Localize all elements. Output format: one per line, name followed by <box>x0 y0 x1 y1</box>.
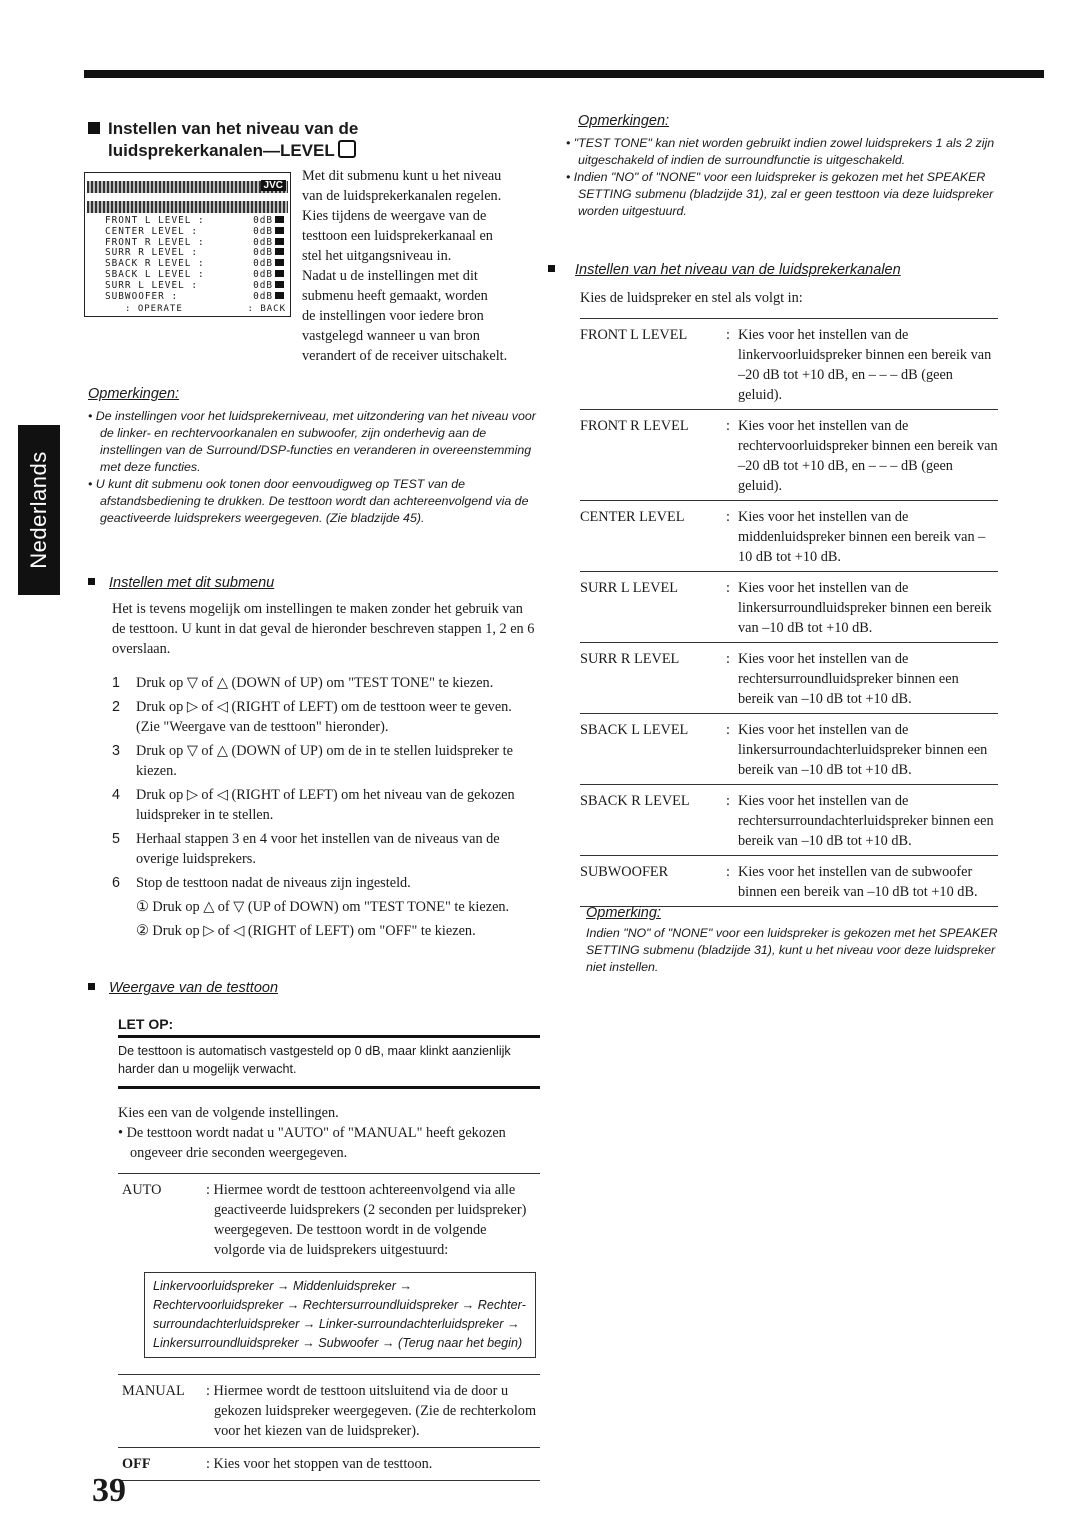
testtone-heading: Weergave van de testtoon <box>88 980 540 996</box>
step <box>112 785 538 825</box>
section-title: Instellen van het niveau van de luidsprekerkanalen—LEVEL <box>88 118 418 162</box>
square-bullet-icon <box>88 578 95 585</box>
display-row-label: SURR L LEVEL : <box>105 279 199 291</box>
channel-level-desc: Kies voor het instellen van de linkersurroundluidspreker binnen een bereik van –10 dB tot +10 dB. <box>738 580 992 636</box>
note-item: • U kunt dit submenu ook tonen door eenvoudigweg op TEST van de afstandsbediening te drukken. De testtoon wordt dan achtereenvolgend via de geactiveerde luidsprekers weergegeven. (Zie bladzijde 45). <box>88 477 529 525</box>
channel-level-desc: Kies voor het instellen van de rechtersurroundachterluidspreker binnen een bereik van –10 dB tot +10 dB. <box>738 793 994 849</box>
step-number: 2 <box>112 699 120 715</box>
channel-level-entry <box>580 791 998 851</box>
channel-level-row <box>580 714 998 785</box>
step-number: 6 <box>112 875 120 891</box>
auto-entry <box>122 1180 540 1260</box>
step-number: 3 <box>112 743 120 759</box>
auto-term: AUTO <box>122 1182 162 1198</box>
channel-level-term: SBACK L LEVEL <box>580 722 689 738</box>
display-row-label: CENTER LEVEL : <box>105 225 199 237</box>
off-term: OFF <box>122 1456 151 1472</box>
channel-level-term: SBACK R LEVEL <box>580 793 690 809</box>
caution-text: De testtoon is automatisch vastgesteld op 0 dB, maar klinkt aanzienlijk harder dan u mogelijk verwacht. <box>118 1044 511 1076</box>
testtone-section <box>88 980 540 1481</box>
step-text: Druk op ▽ of △ (DOWN of UP) om "TEST TONE" te kiezen. <box>136 675 494 691</box>
auto-desc: : Hiermee wordt de testtoon achtereenvolgend via alle geactiveerde luidsprekers (2 seconden per luidspreker) weergegeven. De testtoon wordt in de volgende volgorde via de luidsprekers uitgestuurd: <box>206 1182 527 1258</box>
step <box>112 829 538 869</box>
channel-level-term: SUBWOOFER <box>580 864 669 880</box>
colon: : <box>726 651 730 667</box>
right-note-single <box>586 905 998 976</box>
channels-intro: Kies de luidspreker en stel als volgt in: <box>580 290 803 306</box>
right-notes <box>566 113 996 220</box>
operate-hint: : OPERATE <box>125 304 183 315</box>
channel-level-row <box>580 410 998 501</box>
step-text: Stop de testtoon nadat de niveaus zijn ingesteld. <box>136 875 411 891</box>
substep: ② Druk op ▷ of ◁ (RIGHT of LEFT) om "OFF" te kiezen. <box>136 923 476 939</box>
display-row-label: SURR R LEVEL : <box>105 247 199 259</box>
note-item: • "TEST TONE" kan niet worden gebruikt indien zowel luidsprekers 1 als 2 zijn uitgeschakeld of indien de surroundfunctie is uitgeschakeld. <box>566 136 995 167</box>
intro-line: Nadat u de instellingen met dit <box>302 268 478 284</box>
channel-level-entry <box>580 862 998 902</box>
display-rows <box>85 213 290 302</box>
channel-level-desc: Kies voor het instellen van de rechtersurroundluidspreker binnen een bereik van –10 dB tot +10 dB. <box>738 651 959 707</box>
intro-line: submenu heeft gemaakt, worden <box>302 288 488 304</box>
display-footer <box>85 302 290 314</box>
channel-level-desc: Kies voor het instellen van de linkervoorluidspreker binnen een bereik van –20 dB tot +10 dB, en – – – dB (geen geluid). <box>738 327 992 403</box>
off-desc: : Kies voor het stoppen van de testtoon. <box>206 1456 433 1472</box>
step-number: 1 <box>112 675 120 691</box>
back-hint: : BACK <box>247 304 286 315</box>
step <box>112 741 538 781</box>
submenu-steps <box>112 673 538 941</box>
level-menu-display <box>84 172 291 317</box>
language-tab: Nederlands <box>18 425 60 595</box>
right-notes-title: Opmerkingen: <box>578 113 670 129</box>
step <box>112 873 538 893</box>
manual-entry <box>122 1381 540 1441</box>
top-rule <box>84 70 1044 78</box>
left-notes <box>88 386 538 527</box>
channel-level-row <box>580 643 998 714</box>
display-row <box>105 281 284 292</box>
left-notes-list <box>88 408 538 527</box>
right-notes-list <box>566 135 996 220</box>
off-entry <box>122 1454 540 1474</box>
colon: : <box>726 580 730 596</box>
display-row-value: 0dB <box>253 270 284 281</box>
display-row-value: 0dB <box>253 292 284 303</box>
right-note-title: Opmerking: <box>586 905 661 921</box>
manual-desc: : Hiermee wordt de testtoon uitsluitend via de door u gekozen luidspreker weergegeven. (Zie de rechterkolom voor het kiezen van de luidspreker). <box>206 1383 537 1439</box>
intro-line: van de luidsprekerkanalen regelen. <box>302 188 502 204</box>
display-row-label: FRONT R LEVEL : <box>105 236 205 248</box>
display-row <box>105 292 284 303</box>
intro-line: de instellingen voor iedere bron <box>302 308 484 324</box>
submenu-section <box>88 575 538 945</box>
channel-level-entry <box>580 649 998 709</box>
channel-level-row <box>580 319 998 410</box>
channel-level-entry <box>580 578 998 638</box>
display-header-bar <box>87 181 288 193</box>
speaker-sequence-box: Linkervoorluidspreker → Middenluidspreker → Rechtervoorluidspreker → Rechtersurroundluidspreker → Rechter-surroundachterluidspreker → Linker-surroundachterluidspreker → Linkersurroundluidspreker → Subwoofer → (Terug naar het begin) <box>144 1272 536 1358</box>
channel-level-entry <box>580 416 998 496</box>
channel-level-desc: Kies voor het instellen van de rechtervoorluidspreker binnen een bereik van –20 dB tot +10 dB, en – – – dB (geen geluid). <box>738 418 998 494</box>
display-row-label: SUBWOOFER : <box>105 290 179 302</box>
channel-level-row <box>580 785 998 856</box>
channel-level-entry <box>580 507 998 567</box>
channel-level-entry <box>580 720 998 780</box>
channel-level-term: FRONT R LEVEL <box>580 418 689 434</box>
step-number: 5 <box>112 831 120 847</box>
display-row-value: 0dB <box>253 248 284 259</box>
caution-box <box>118 1016 540 1089</box>
display-row-value: 0dB <box>253 281 284 292</box>
step-text: Herhaal stappen 3 en 4 voor het instellen van de niveaus van de overige luidsprekers. <box>136 831 500 867</box>
rule <box>118 1480 540 1481</box>
colon: : <box>726 418 730 434</box>
rule <box>118 1173 540 1174</box>
colon: : <box>726 509 730 525</box>
submenu-heading: Instellen met dit submenu <box>88 575 538 591</box>
step-text: Druk op ▽ of △ (DOWN of UP) om de in te stellen luidspreker te kiezen. <box>136 743 513 779</box>
channels-section <box>548 262 998 907</box>
display-row-value: 0dB <box>253 238 284 249</box>
colon: : <box>726 793 730 809</box>
channel-level-row <box>580 856 998 907</box>
right-note-text: Indien "NO" of "NONE" voor een luidspreker is gekozen met het SPEAKER SETTING submenu (bladzijde 31), kunt u het niveau voor deze luidspreker niet instellen. <box>586 926 998 974</box>
step-text: Druk op ▷ of ◁ (RIGHT of LEFT) om het niveau van de gekozen luidspreker in te stellen. <box>136 787 515 823</box>
brand-logo: JVC <box>261 180 286 191</box>
square-bullet-icon <box>548 265 555 272</box>
display-row-label: FRONT L LEVEL : <box>105 215 205 226</box>
intro-line: Kies tijdens de weergave van de <box>302 208 487 224</box>
rule <box>118 1374 540 1375</box>
display-row <box>105 227 284 238</box>
note-item: • De instellingen voor het luidsprekerniveau, met uitzondering van het niveau voor de linker- en rechtervoorkanalen en subwoofer, zijn onderhevig aan de instellingen van de Surround/DSP-functies en veranderen in overeenstemming met deze functies. <box>88 409 536 474</box>
intro-line: verandert of de receiver uitschakelt. <box>302 348 508 364</box>
channel-level-entry <box>580 325 998 405</box>
caution-title: LET OP: <box>118 1016 174 1032</box>
channel-level-term: SURR R LEVEL <box>580 651 680 667</box>
display-menu-bar <box>87 201 288 213</box>
channel-level-row <box>580 572 998 643</box>
manual-term: MANUAL <box>122 1383 185 1399</box>
intro-line: vastgelegd wanneer u van bron <box>302 328 480 344</box>
channel-level-term: SURR L LEVEL <box>580 580 678 596</box>
intro-line: stel het uitgangsniveau in. <box>302 248 452 264</box>
rule <box>118 1447 540 1448</box>
channel-level-term: FRONT L LEVEL <box>580 327 688 343</box>
substep: ① Druk op △ of ▽ (UP of DOWN) om "TEST TONE" te kiezen. <box>136 899 510 915</box>
display-row-value: 0dB <box>253 259 284 270</box>
display-row-label: SBACK L LEVEL : <box>105 268 205 280</box>
channel-level-desc: Kies voor het instellen van de subwoofer binnen een bereik van –10 dB tot +10 dB. <box>738 864 978 900</box>
caution-rule-bottom <box>118 1086 540 1089</box>
channel-level-desc: Kies voor het instellen van de middenluidspreker binnen een bereik van –10 dB tot +10 dB. <box>738 509 986 565</box>
choose-text: Kies een van de volgende instellingen. <box>118 1105 339 1121</box>
square-bullet-icon <box>88 983 95 990</box>
colon: : <box>726 864 730 880</box>
channel-level-term: CENTER LEVEL <box>580 509 685 525</box>
channels-heading: Instellen van het niveau van de luidsprekerkanalen <box>548 262 998 278</box>
submenu-intro: Het is tevens mogelijk om instellingen te maken zonder het gebruik van de testtoon. U kunt in dat geval de hieronder beschreven stappen 1, 2 en 6 overslaan. <box>112 601 535 657</box>
step <box>112 673 538 693</box>
step-text: Druk op ▷ of ◁ (RIGHT of LEFT) om de testtoon weer te geven. (Zie "Weergave van de testtoon" hieronder). <box>136 699 512 735</box>
remote-control-icon <box>338 140 356 158</box>
channel-level-row <box>580 501 998 572</box>
display-row-value: 0dB <box>253 216 284 227</box>
square-bullet-icon <box>88 122 100 134</box>
testtone-bullet: • De testtoon wordt nadat u "AUTO" of "MANUAL" heeft gekozen ongeveer drie seconden weergegeven. <box>118 1125 506 1161</box>
note-item: • Indien "NO" of "NONE" voor een luidspreker is gekozen met het SPEAKER SETTING submenu (bladzijde 31), zal er geen testtoon via deze luidspreker worden uitgestuurd. <box>566 170 994 218</box>
channel-levels-table <box>580 319 998 907</box>
step-number: 4 <box>112 787 120 803</box>
step <box>112 697 538 737</box>
page-number: 39 <box>92 1472 126 1509</box>
colon: : <box>726 327 730 343</box>
channel-level-desc: Kies voor het instellen van de linkersurroundachterluidspreker binnen een bereik van –10 dB tot +10 dB. <box>738 722 988 778</box>
display-row-label: SBACK R LEVEL : <box>105 258 205 270</box>
colon: : <box>726 722 730 738</box>
left-notes-title: Opmerkingen: <box>88 386 180 402</box>
display-row-value: 0dB <box>253 227 284 238</box>
intro-line: testtoon een luidsprekerkanaal en <box>302 228 493 244</box>
intro-text <box>302 166 532 366</box>
intro-line: Met dit submenu kunt u het niveau <box>302 168 502 184</box>
